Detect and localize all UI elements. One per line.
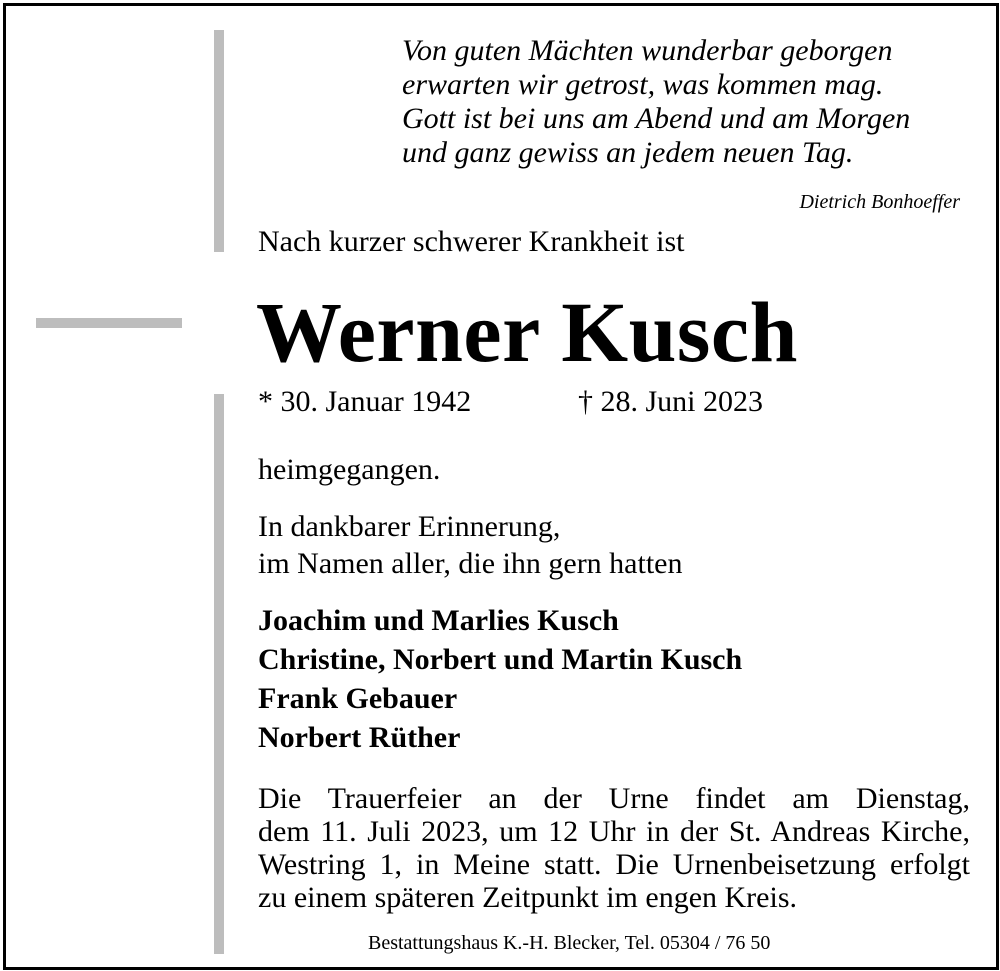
- funeral-service-info: [258, 782, 970, 914]
- bonhoeffer-quote: [402, 34, 910, 170]
- mourner-name: Frank Gebauer: [258, 682, 458, 715]
- memory-line: im Namen aller, die ihn gern hatten: [258, 547, 683, 580]
- birth-date: * 30. Januar 1942: [258, 385, 472, 418]
- cross-lower-beam: [214, 394, 224, 954]
- passed-away-text: heimgegangen.: [258, 453, 441, 486]
- quote-line: Gott ist bei uns am Abend und am Morgen: [402, 102, 911, 135]
- death-date: † 28. Juni 2023: [578, 385, 764, 418]
- quote-author: Dietrich Bonhoeffer: [799, 191, 960, 213]
- mourner-name: Norbert Rüther: [258, 721, 461, 754]
- intro-text: Nach kurzer schwerer Krankheit ist: [258, 225, 685, 258]
- quote-line: erwarten wir getrost, was kommen mag.: [402, 68, 884, 101]
- mourners-list: [258, 601, 742, 757]
- cross-upper-beam: [214, 30, 224, 252]
- mourner-name: Christine, Norbert und Martin Kusch: [258, 643, 743, 676]
- mourner-name: Joachim und Marlies Kusch: [258, 604, 619, 637]
- deceased-name: Werner Kusch: [256, 284, 798, 380]
- funeral-home-contact: Bestattungshaus K.-H. Blecker, Tel. 05304 / 76 50: [368, 932, 771, 954]
- memory-line: In dankbarer Erinnerung,: [258, 510, 561, 543]
- service-line: Westring 1, in Meine statt. Die Urnenbeisetzung erfolgt: [258, 848, 970, 881]
- quote-line: und ganz gewiss an jedem neuen Tag.: [402, 136, 854, 169]
- service-line: Die Trauerfeier an der Urne findet am Dienstag,: [258, 782, 970, 815]
- service-line: dem 11. Juli 2023, um 12 Uhr in der St. Andreas Kirche,: [258, 815, 970, 848]
- quote-line: Von guten Mächten wunderbar geborgen: [402, 34, 893, 67]
- memory-text: [258, 508, 682, 582]
- cross-horizontal-beam: [36, 318, 182, 328]
- service-line: zu einem späteren Zeitpunkt im engen Kreis.: [258, 881, 797, 914]
